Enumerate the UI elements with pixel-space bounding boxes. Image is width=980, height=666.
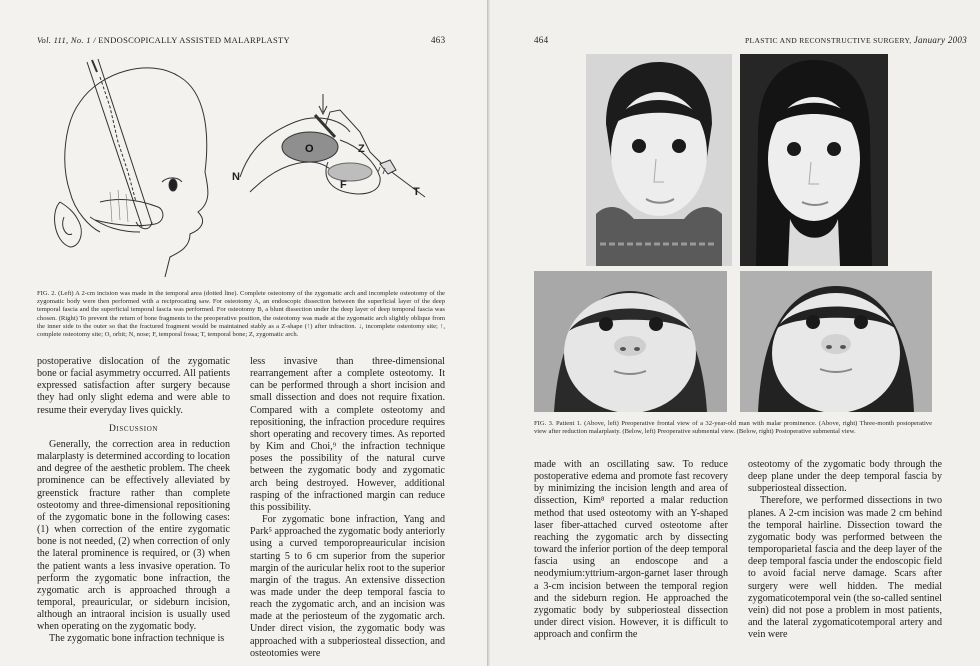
label-f: F bbox=[340, 179, 347, 191]
figure-2-illustration bbox=[40, 52, 440, 282]
left-column-1 bbox=[37, 356, 230, 646]
paragraph: made with an oscillating saw. To reduce postoperative edema and promote fast recovery by minimizing the incision length and area of dissection, Kim⁸ reported a malar reduction method that used osteotomy with an Y-shaped laser fiber-attached curved osteotome after reaching the zygomatic arch by dissecting toward the inferior portion of the deep temporal fascia using an endoscope and a neodymium:yttrium-argon-garnet laser through a 3-cm incision between the temporal region and the sideburn region. He approached the zygomatic body by subperiosteal dissection under direct vision. However, it is difficult to approach and confirm the bbox=[534, 459, 728, 641]
section-heading-discussion: Discussion bbox=[108, 423, 159, 434]
left-page bbox=[0, 0, 488, 666]
label-t: T bbox=[413, 186, 420, 198]
right-page bbox=[490, 0, 980, 666]
page-number-463: 463 bbox=[431, 35, 446, 45]
running-head-left: Vol. 111, No. 1 / ENDOSCOPICALLY ASSISTED MALARPLASTY bbox=[37, 35, 290, 45]
right-column-2 bbox=[748, 459, 942, 641]
figure-3-caption: FIG. 3. Patient 1. (Above, left) Preoperative frontal view of a 32-year-old man with malar prominence. (Above, right) Three-month postoperative view after reduction malarplasty. (Below, left) Preoperative submental view. (Below, right) Postoperative submental view. bbox=[534, 420, 932, 436]
photo-postoperative-submental bbox=[740, 271, 932, 412]
photo-preoperative-frontal bbox=[586, 54, 732, 266]
paragraph: The zygomatic bone infraction technique is bbox=[49, 633, 225, 645]
paragraph: Therefore, we performed dissections in two planes. A 2-cm incision was made 2 cm behind the temporal hairline. Dissection toward the zygomatic body was performed between the temporoparietal fascia and the deep layer of the deep temporal fascia under the endoscopic field to avoid facial nerve damage. Scars after surgery were well hidden. The medial zygomaticotemporal vein (the so-called sentinel vein) did not pose a problem in most patients, and the lateral zygomaticotemporal artery and vein were bbox=[748, 495, 942, 641]
paragraph: osteotomy of the zygomatic body through the deep plane under the deep temporal fascia by subperiosteal dissection. bbox=[748, 459, 942, 495]
label-z: Z bbox=[358, 143, 365, 155]
page-number-464: 464 bbox=[534, 35, 549, 45]
paragraph: Generally, the correction area in reduction malarplasty is determined according to location and degree of the aesthetic problem. The cheek prominence can be effectively alleviated by greenstick fracture rather than complete osteotomy and three-dimensional repositioning of the zygomatic bone in the following cases: (1) when correction of the entire zygomatic bone is not needed, (2) when correction of only the lateral prominence is required, or (3) when the patient wants a less invasive operation. To perform the zygomatic bone infraction, the zygomatic arch is approached through a temporal, preauricular, or sideburn incision, although an intraoral incision is usually used when operating on the zygomatic body. bbox=[37, 438, 230, 633]
photo-preoperative-submental bbox=[534, 271, 727, 412]
paragraph: less invasive than three-dimensional rearrangement after a complete osteotomy. It can be performed through a short incision and small dissection and does not require fixation. Compared with a complete osteotomy and repositioning, the infraction procedure requires short operating and recovery times. As reported by Kim and Choi,⁹ the infraction technique poses the possibility of the natural curve between the zygomatic body and zygomatic arch being destroyed. However, additional rasping of the infractioned margin can reduce this possibility. bbox=[250, 356, 445, 513]
left-column-2 bbox=[250, 356, 445, 660]
figure-2-caption: FIG. 2. (Left) A 2-cm incision was made in the temporal area (dotted line). Complete osteotomy of the zygomatic arch and incomplete osteotomy of the zygomatic body were then performed with a reciprocating saw. For osteotomy A, an endoscopic dissection between the superficial layer of the deep temporal fascia and the superficial temporal fascia was performed. For osteotomy B, a blunt dissection under the deep layer of deep temporal fascia was chosen. (Right) To prevent the return of bone fragments to the preoperative position, the osteotomy was made at the zygomatic arch slightly oblique from the inner side to the outer so that the fractured fragment would be maintained stably as a Z-shape (↑) after infraction. ↓, incomplete osteotomy site; ↑, complete osteotomy site; O, orbit; N, nose; F, temporal fossa; T, temporal bone; Z, zygomatic arch. bbox=[37, 290, 445, 339]
label-o: O bbox=[305, 143, 314, 155]
right-column-1 bbox=[534, 459, 728, 641]
photo-postoperative-frontal bbox=[740, 54, 888, 266]
paragraph: postoperative dislocation of the zygomatic bone or facial asymmetry occurred. All patients expressed satisfaction after surgery because they had only slight edema and were able to resume their everyday lives quickly. bbox=[37, 356, 230, 416]
label-n: N bbox=[232, 171, 240, 183]
paragraph: For zygomatic bone infraction, Yang and Park⁵ approached the zygomatic body anteriorly using a curved temporopreauricular incision starting 5 to 6 cm superior from the superior margin of the auricular helix root to the superior margin of the tragus. An extensive dissection was made under the deep temporal fascia to reach the zygomatic arch, and an incision was made at the periosteum of the zygomatic arch. Under direct vision, the zygomatic body was approached with a subperiosteal dissection, and osteotomies were bbox=[250, 514, 445, 659]
running-head-right: PLASTIC AND RECONSTRUCTIVE SURGERY, January 2003 bbox=[745, 35, 968, 45]
